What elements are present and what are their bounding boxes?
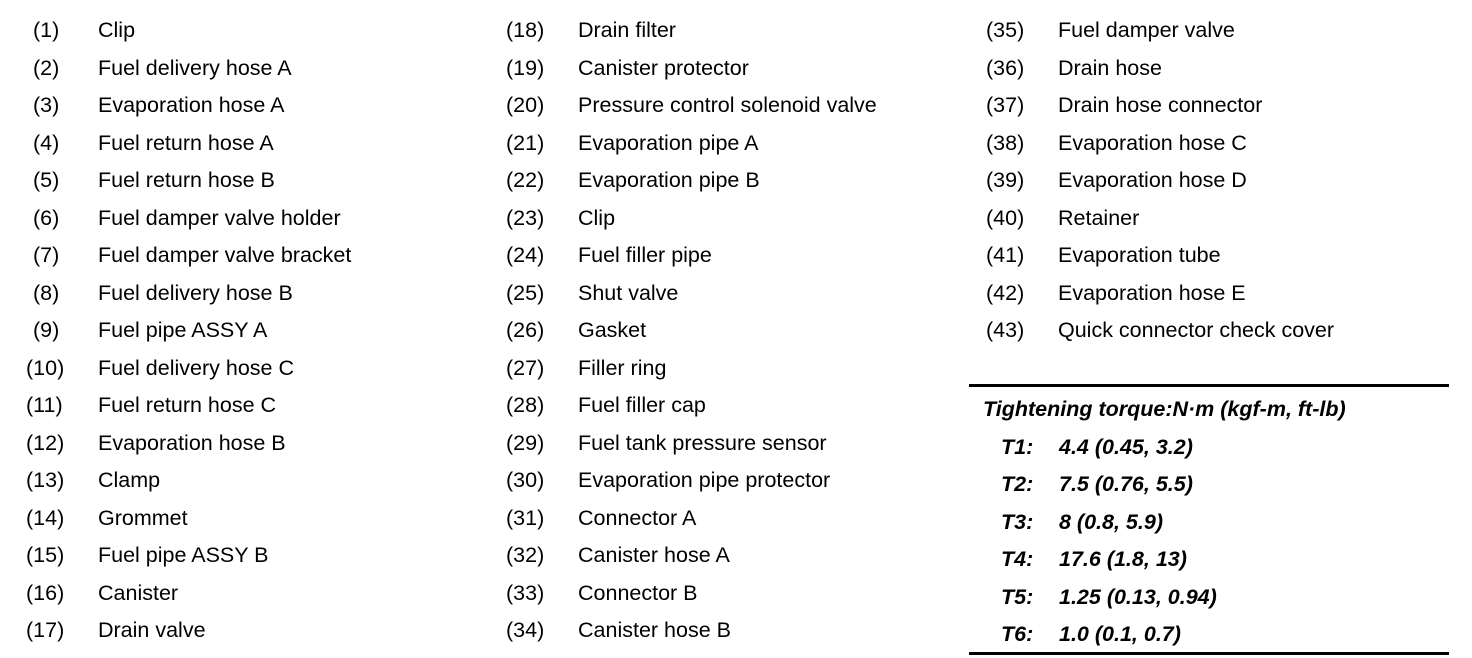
torque-table-title: Tightening torque:N·m (kgf-m, ft-lb) bbox=[983, 397, 1346, 421]
part-number: (41) bbox=[986, 243, 1025, 267]
part-name: Fuel filler cap bbox=[578, 393, 706, 417]
torque-code: T5: bbox=[1001, 584, 1034, 609]
torque-code: T4: bbox=[1001, 547, 1034, 571]
torque-value: 1.0 (0.1, 0.7) bbox=[1059, 622, 1181, 646]
torque-code: T6: bbox=[1001, 622, 1034, 646]
part-number: (37) bbox=[986, 93, 1025, 117]
part-number: (32) bbox=[506, 543, 545, 567]
part-number: (33) bbox=[506, 580, 545, 605]
part-number: (31) bbox=[506, 505, 545, 530]
part-number: (38) bbox=[986, 130, 1025, 155]
part-name: Fuel damper valve bracket bbox=[98, 243, 352, 267]
part-name: Fuel pipe ASSY B bbox=[98, 543, 269, 567]
part-number: (21) bbox=[506, 130, 545, 155]
torque-code: T2: bbox=[1001, 472, 1034, 496]
part-name: Fuel delivery hose C bbox=[98, 355, 294, 380]
part-number: (26) bbox=[506, 318, 545, 342]
part-number: (3) bbox=[33, 93, 60, 117]
part-name: Drain valve bbox=[98, 618, 206, 642]
part-number: (12) bbox=[26, 430, 65, 455]
torque-value: 1.25 (0.13, 0.94) bbox=[1059, 584, 1217, 609]
part-name: Clip bbox=[98, 18, 136, 42]
part-number: (13) bbox=[26, 468, 65, 492]
part-number: (16) bbox=[26, 580, 65, 605]
part-name: Fuel return hose B bbox=[98, 168, 275, 192]
part-name: Fuel return hose A bbox=[98, 130, 274, 155]
part-number: (23) bbox=[506, 205, 545, 230]
part-name: Drain hose bbox=[1058, 55, 1162, 80]
torque-value: 17.6 (1.8, 13) bbox=[1059, 547, 1187, 571]
part-number: (35) bbox=[986, 18, 1025, 42]
part-number: (6) bbox=[33, 205, 60, 230]
part-name: Clip bbox=[578, 205, 616, 230]
part-number: (30) bbox=[506, 468, 545, 492]
part-number: (9) bbox=[33, 318, 60, 342]
part-name: Retainer bbox=[1058, 205, 1140, 230]
part-name: Fuel pipe ASSY A bbox=[98, 318, 268, 342]
part-number: (14) bbox=[26, 505, 65, 530]
part-number: (27) bbox=[506, 355, 545, 380]
torque-code: T1: bbox=[1001, 434, 1034, 459]
part-name: Connector A bbox=[578, 505, 697, 530]
part-name: Drain hose connector bbox=[1058, 93, 1263, 117]
part-number: (25) bbox=[506, 280, 545, 305]
part-name: Fuel damper valve holder bbox=[98, 205, 341, 230]
part-number: (1) bbox=[33, 18, 60, 42]
torque-value: 8 (0.8, 5.9) bbox=[1059, 509, 1163, 534]
part-number: (42) bbox=[986, 280, 1025, 305]
part-number: (4) bbox=[33, 130, 60, 155]
part-name: Canister protector bbox=[578, 55, 749, 80]
part-number: (29) bbox=[506, 430, 545, 455]
part-name: Quick connector check cover bbox=[1058, 318, 1335, 342]
part-name: Clamp bbox=[98, 468, 161, 492]
part-name: Filler ring bbox=[578, 355, 667, 380]
part-name: Grommet bbox=[98, 505, 188, 530]
part-number: (11) bbox=[26, 393, 63, 417]
torque-code: T3: bbox=[1001, 509, 1034, 534]
part-number: (19) bbox=[506, 55, 545, 80]
part-name: Fuel delivery hose A bbox=[98, 55, 292, 80]
part-name: Pressure control solenoid valve bbox=[578, 93, 877, 117]
part-name: Fuel filler pipe bbox=[578, 243, 712, 267]
part-number: (5) bbox=[33, 168, 60, 192]
tightening-torque-table bbox=[969, 384, 1449, 655]
part-name: Drain filter bbox=[578, 18, 676, 42]
part-number: (10) bbox=[26, 355, 65, 380]
part-name: Evaporation pipe protector bbox=[578, 468, 831, 492]
torque-value: 7.5 (0.76, 5.5) bbox=[1059, 472, 1193, 496]
part-number: (24) bbox=[506, 243, 545, 267]
part-number: (8) bbox=[33, 280, 60, 305]
part-name: Evaporation hose C bbox=[1058, 130, 1247, 155]
part-name: Evaporation pipe B bbox=[578, 168, 760, 192]
part-name: Gasket bbox=[578, 318, 647, 342]
part-name: Connector B bbox=[578, 580, 698, 605]
part-name: Canister hose A bbox=[578, 543, 730, 567]
part-name: Fuel tank pressure sensor bbox=[578, 430, 827, 455]
part-number: (22) bbox=[506, 168, 545, 192]
part-name: Fuel return hose C bbox=[98, 393, 277, 417]
part-name: Evaporation hose A bbox=[98, 93, 285, 117]
part-name: Shut valve bbox=[578, 280, 679, 305]
part-name: Evaporation hose D bbox=[1058, 168, 1247, 192]
part-name: Evaporation hose E bbox=[1058, 280, 1246, 305]
part-number: (20) bbox=[506, 93, 545, 117]
part-number: (15) bbox=[26, 543, 65, 567]
part-name: Canister hose B bbox=[578, 618, 731, 642]
part-number: (17) bbox=[26, 618, 65, 642]
part-name: Canister bbox=[98, 580, 179, 605]
part-name: Evaporation pipe A bbox=[578, 130, 759, 155]
part-name: Evaporation tube bbox=[1058, 243, 1221, 267]
torque-value: 4.4 (0.45, 3.2) bbox=[1059, 434, 1193, 459]
part-number: (34) bbox=[506, 618, 545, 642]
part-number: (18) bbox=[506, 18, 545, 42]
part-number: (7) bbox=[33, 243, 60, 267]
part-number: (2) bbox=[33, 55, 60, 80]
part-number: (36) bbox=[986, 55, 1025, 80]
part-name: Fuel damper valve bbox=[1058, 18, 1235, 42]
part-name: Fuel delivery hose B bbox=[98, 280, 293, 305]
part-name: Evaporation hose B bbox=[98, 430, 286, 455]
part-number: (43) bbox=[986, 318, 1025, 342]
part-number: (40) bbox=[986, 205, 1025, 230]
part-number: (28) bbox=[506, 393, 545, 417]
part-number: (39) bbox=[986, 168, 1025, 192]
